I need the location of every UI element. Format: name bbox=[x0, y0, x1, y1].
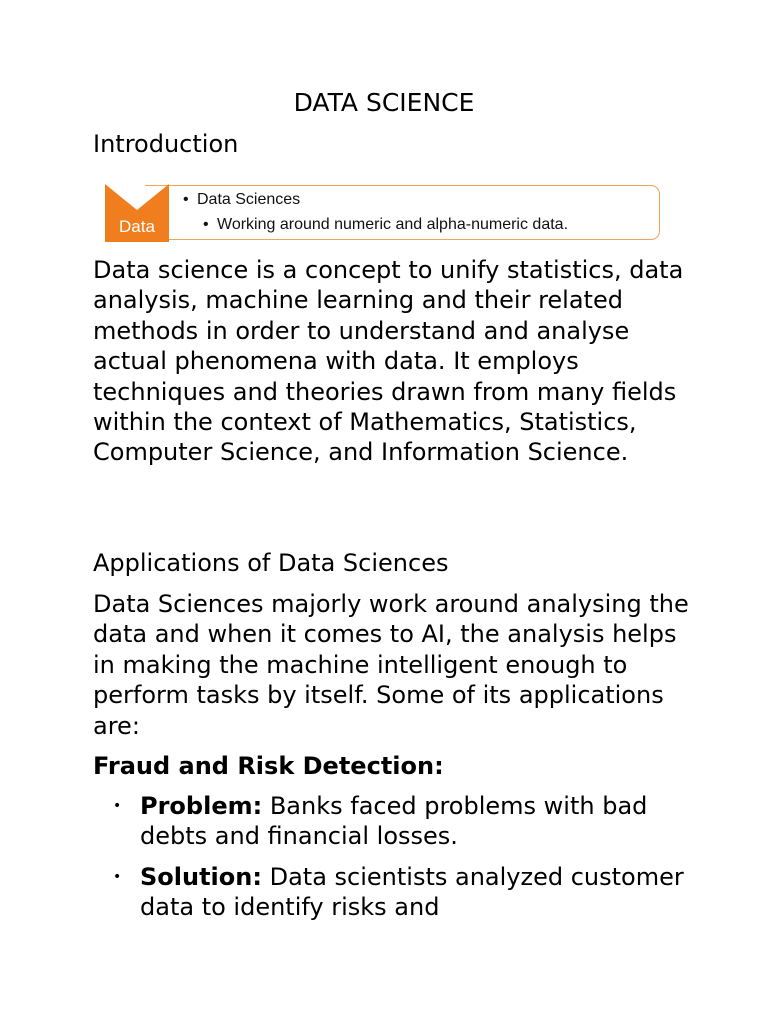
introduction-heading: Introduction bbox=[93, 130, 239, 158]
list-item-label: Solution: bbox=[140, 863, 262, 891]
document-title: DATA SCIENCE bbox=[293, 88, 475, 117]
applications-heading: Applications of Data Sciences bbox=[93, 549, 449, 577]
bullet-marker: • bbox=[113, 869, 122, 885]
applications-paragraph: Data Sciences majorly work around analysing the data and when it comes to AI, the analysis helps in making the machine intelligent enough to perform tasks by itself. Some of its applications are: bbox=[93, 590, 689, 740]
introduction-paragraph: Data science is a concept to unify statistics, data analysis, machine learning and their related methods in order to understand and analyse actual phenomena with data. It employs techniques and theories drawn from many fields within the context of Mathematics, Statistics, Computer Science, and Information Science. bbox=[93, 256, 684, 467]
bullet-dot-icon: • bbox=[203, 216, 209, 233]
bullet-dot-icon: • bbox=[183, 191, 189, 208]
diagram-bullet-2 bbox=[203, 215, 568, 235]
data-sciences-diagram bbox=[105, 184, 663, 242]
list-item-text: Banks faced problems with bad debts and financial losses. bbox=[140, 792, 648, 851]
diagram-bullet-2-text: Working around numeric and alpha-numeric data. bbox=[217, 216, 569, 233]
diagram-bullet-1-text: Data Sciences bbox=[197, 191, 301, 208]
list-item bbox=[93, 862, 693, 923]
list-item-label: Problem: bbox=[140, 792, 263, 820]
fraud-risk-heading: Fraud and Risk Detection: bbox=[93, 752, 444, 780]
bullet-marker: • bbox=[113, 798, 122, 814]
data-tab-label: Data bbox=[119, 217, 155, 236]
diagram-bullet-1 bbox=[183, 190, 300, 210]
list-item-content bbox=[140, 862, 693, 923]
list-item-content bbox=[140, 791, 693, 852]
list-item-text: Data scientists analyzed customer data to identify risks and bbox=[140, 863, 684, 922]
list-item bbox=[93, 791, 693, 852]
